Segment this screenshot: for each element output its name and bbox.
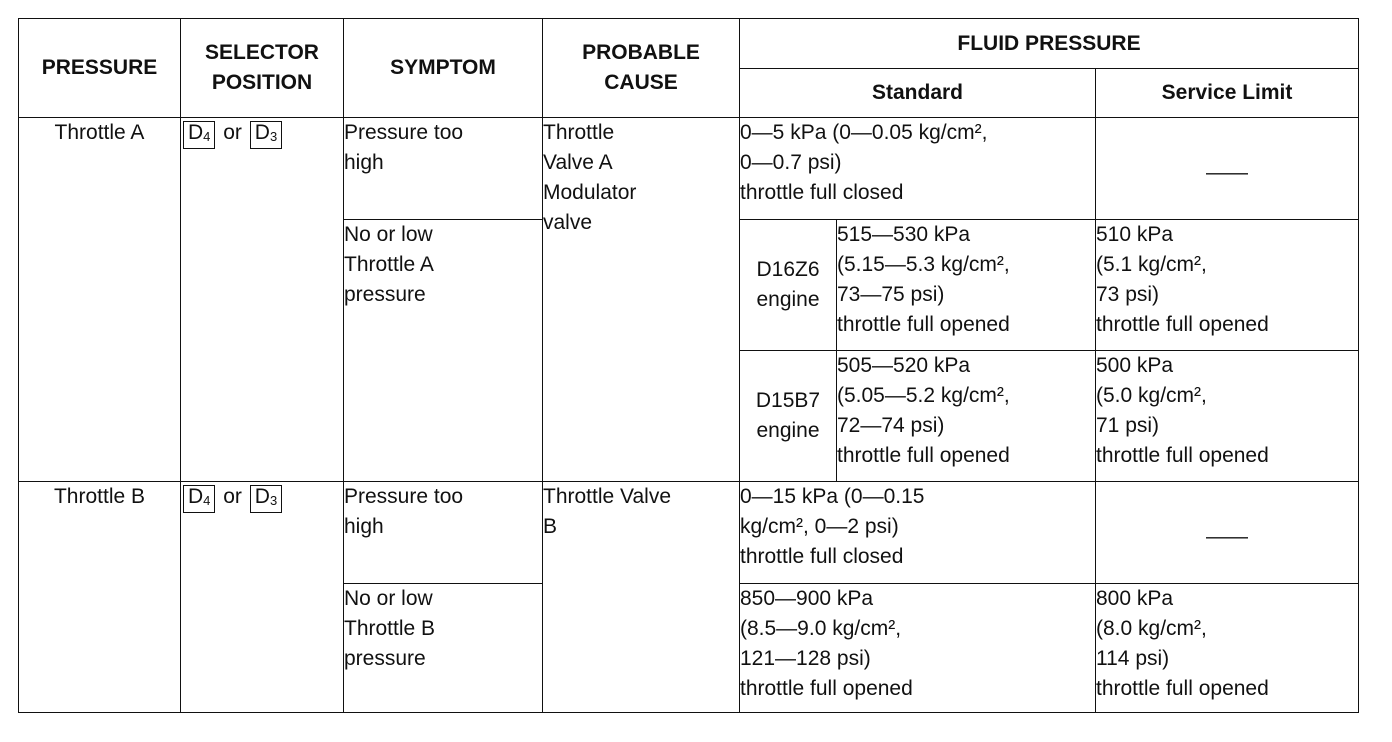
- fluid-pressure-spec-table: [18, 18, 1359, 713]
- limit-b-low: 800 kPa (8.0 kg/cm², 114 psi) throttle full opened: [1096, 584, 1359, 713]
- engine-d15b7: D15B7 engine: [740, 351, 837, 482]
- cause-a: Throttle Valve A Modulator valve: [543, 118, 740, 482]
- d4-key: $D_4$: [183, 121, 215, 149]
- standard-d15b7: 505—520 kPa (5.05—5.2 kg/cm², 72—74 psi) throttle full opened: [837, 351, 1096, 482]
- header-pressure: PRESSURE: [19, 19, 181, 118]
- limit-b-high: ——: [1096, 482, 1359, 584]
- header-probable-cause: PROBABLE CAUSE: [543, 19, 740, 118]
- symptom-b-high: Pressure too high: [344, 482, 543, 584]
- pressure-throttle-a: Throttle A: [19, 118, 181, 482]
- symptom-b-low: No or low Throttle B pressure: [344, 584, 543, 713]
- limit-d15b7: 500 kPa (5.0 kg/cm², 71 psi) throttle full opened: [1096, 351, 1359, 482]
- d4-key: $D_4$: [183, 485, 215, 513]
- header-selector-position: SELECTOR POSITION: [181, 19, 344, 118]
- header-symptom: SYMPTOM: [344, 19, 543, 118]
- standard-b-high: 0—15 kPa (0—0.15 kg/cm², 0—2 psi) throttle full closed: [740, 482, 1096, 584]
- header-standard: Standard: [740, 69, 1096, 118]
- cause-b: Throttle Valve B: [543, 482, 740, 713]
- header-service-limit: Service Limit: [1096, 69, 1359, 118]
- limit-d16z6: 510 kPa (5.1 kg/cm², 73 psi) throttle full opened: [1096, 220, 1359, 351]
- limit-a-high: ——: [1096, 118, 1359, 220]
- standard-a-high: 0—5 kPa (0—0.05 kg/cm², 0—0.7 psi) throttle full closed: [740, 118, 1096, 220]
- header-fluid-pressure: FLUID PRESSURE: [740, 19, 1359, 69]
- standard-b-low: 850—900 kPa (8.5—9.0 kg/cm², 121—128 psi) throttle full opened: [740, 584, 1096, 713]
- selector-position-a: $D_4$ or $D_3$: [181, 118, 344, 482]
- pressure-throttle-b: Throttle B: [19, 482, 181, 713]
- d3-key: $D_3$: [250, 485, 282, 513]
- standard-d16z6: 515—530 kPa (5.15—5.3 kg/cm², 73—75 psi) throttle full opened: [837, 220, 1096, 351]
- symptom-a-high: Pressure too high: [344, 118, 543, 220]
- d3-key: $D_3$: [250, 121, 282, 149]
- engine-d16z6: D16Z6 engine: [740, 220, 837, 351]
- selector-position-b: $D_4$ or $D_3$: [181, 482, 344, 713]
- symptom-a-low: No or low Throttle A pressure: [344, 220, 543, 482]
